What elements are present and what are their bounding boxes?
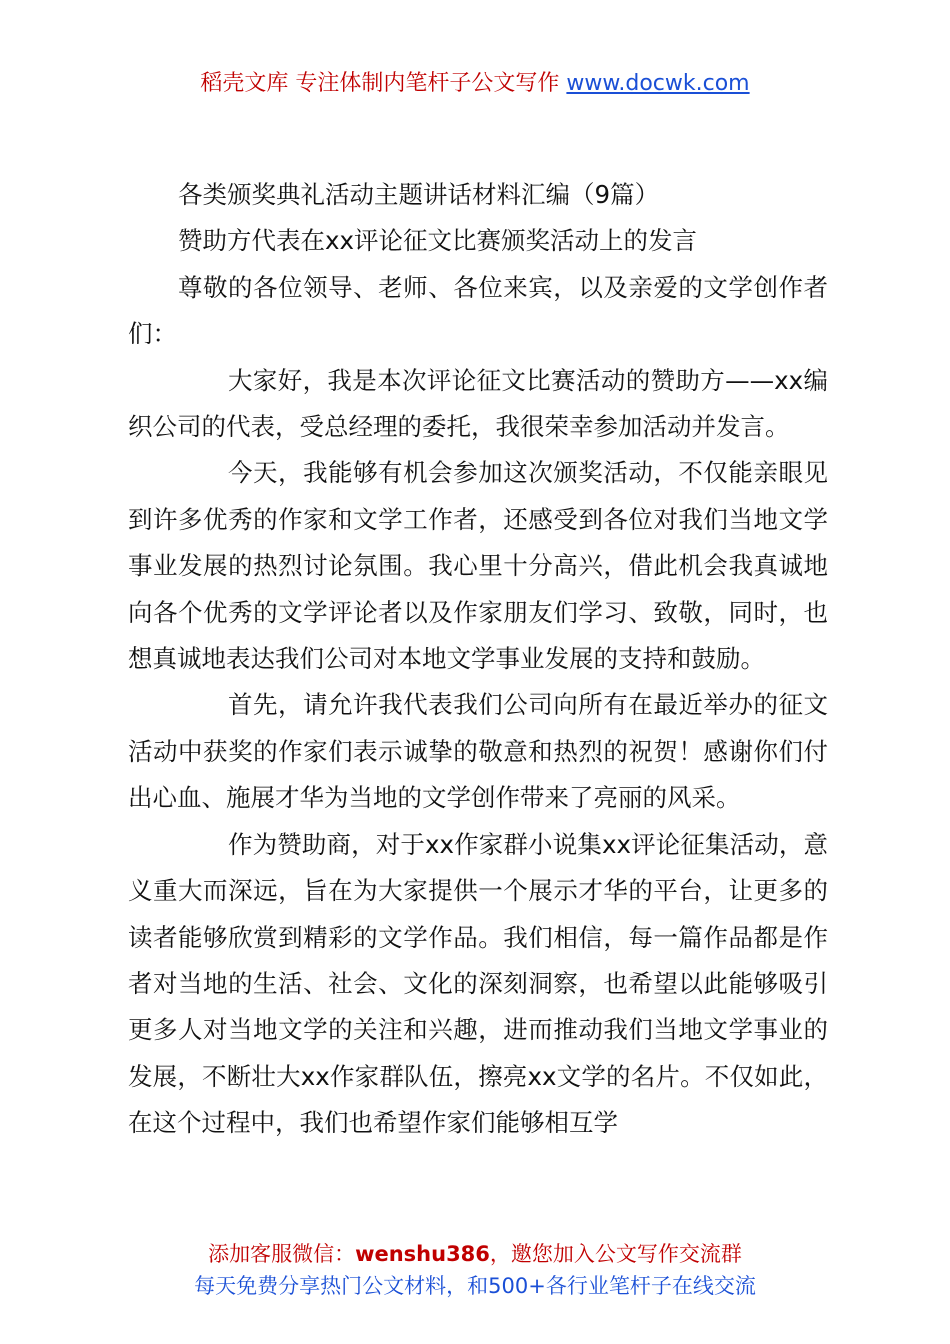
header-url-link[interactable]: www.docwk.com xyxy=(566,71,750,96)
wechat-id: wenshu386 xyxy=(355,1242,490,1266)
footer-line-1 xyxy=(0,1238,950,1270)
paragraph-4: 作为赞助商，对于xx作家群小说集xx评论征集活动，意义重大而深远，旨在为大家提供一个展示才华的平台，让更多的读者能够欣赏到精彩的文学作品。我们相信，每一篇作品都是作者对当地的生活、社会、文化的深刻洞察，也希望以此能够吸引更多人对当地文学的关注和兴趣，进而推动我们当地文学事业的发展，不断壮大xx作家群队伍，擦亮xx文学的名片。不仅如此，在这个过程中，我们也希望作家们能够相互学 xyxy=(128,829,828,1138)
paragraph-3: 首先，请允许我代表我们公司向所有在最近举办的征文活动中获奖的作家们表示诚挚的敬意和热烈的祝贺！感谢你们付出心血、施展才华为当地的文学创作带来了亮丽的风采。 xyxy=(128,690,828,813)
footer-line-2: 每天免费分享热门公文材料，和500+各行业笔杆子在线交流 xyxy=(194,1274,756,1298)
document-subtitle: 赞助方代表在xx评论征文比赛颁奖活动上的发言 xyxy=(178,226,697,256)
page-footer xyxy=(0,1238,950,1302)
document-title: 各类颁奖典礼活动主题讲话材料汇编（9篇） xyxy=(178,180,660,209)
document-body xyxy=(128,172,828,1147)
salutation: 尊敬的各位领导、老师、各位来宾，以及亲爱的文学创作者们： xyxy=(128,272,828,349)
page-header xyxy=(0,68,950,100)
header-brand: 稻壳文库 专注体制内笔杆子公文写作 xyxy=(200,71,560,96)
paragraph-1: 大家好，我是本次评论征文比赛活动的赞助方——xx编织公司的代表，受总经理的委托，我很荣幸参加活动并发言。 xyxy=(128,365,828,442)
footer-suffix: ，邀您加入公文写作交流群 xyxy=(489,1242,742,1266)
paragraph-2: 今天，我能够有机会参加这次颁奖活动，不仅能亲眼见到许多优秀的作家和文学工作者，还感受到各位对我们当地文学事业发展的热烈讨论氛围。我心里十分高兴，借此机会我真诚地向各个优秀的文学评论者以及作家朋友们学习、致敬，同时，也想真诚地表达我们公司对本地文学事业发展的支持和鼓励。 xyxy=(128,458,828,674)
footer-prefix: 添加客服微信： xyxy=(208,1242,356,1266)
